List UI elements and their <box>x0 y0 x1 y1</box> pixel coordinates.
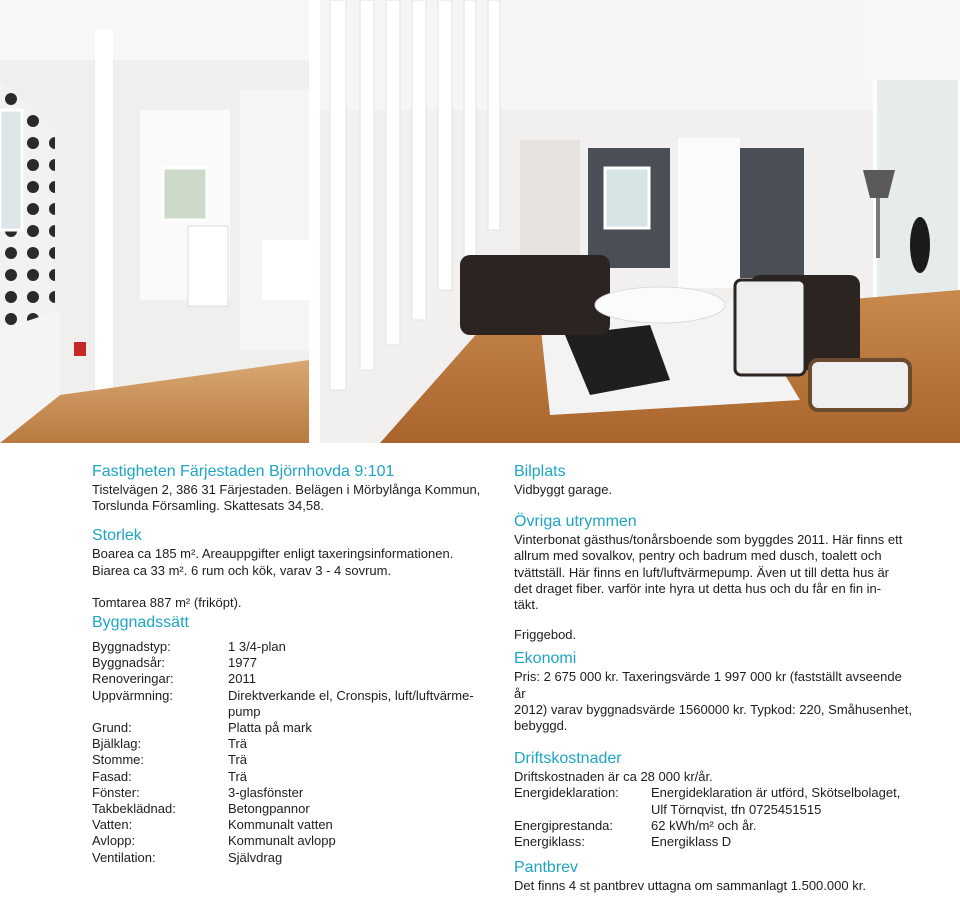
driftskostnader-intro: Driftskostnaden är ca 28 000 kr/år. <box>514 769 713 785</box>
address-line-1: Tistelvägen 2, 386 31 Färjestaden. Belägen i Mörbylånga Kommun, <box>92 482 481 497</box>
spec-row <box>92 833 492 849</box>
spec-value: 3-glasfönster <box>228 784 304 800</box>
spec-value: 1 3/4-plan <box>228 639 286 655</box>
spec-label: Avlopp: <box>92 833 136 849</box>
spec-label: Bjälklag: <box>92 736 142 752</box>
spec-row <box>92 850 492 866</box>
energy-row <box>514 818 914 834</box>
ovriga-line: allrum med sovalkov, pentry och badrum med dusch, toalett och <box>514 548 882 564</box>
left-column <box>92 462 492 866</box>
spec-value: Trä <box>228 752 248 768</box>
spec-label: Fönster: <box>92 784 140 800</box>
ovriga-line: tvättställ. Här finns en luft/luftvärmepump. Även ut till detta hus är <box>514 564 890 580</box>
hallway-photo <box>0 0 309 443</box>
address-line-2: Torslunda Församling. Skattesats 34,58. <box>92 498 324 514</box>
spec-value: Betongpannor <box>228 801 310 817</box>
spec-row <box>92 639 492 655</box>
storlek-line-2: Biarea ca 33 m². 6 rum och kök, varav 3 - 4 sovrum. <box>92 562 392 578</box>
spec-label: Uppvärmning: <box>92 687 173 703</box>
property-title: Fastigheten Färjestaden Björnhovda 9:101 <box>92 463 395 480</box>
spec-label: Byggnadsår: <box>92 655 165 671</box>
spec-label: Renoveringar: <box>92 671 174 687</box>
bilplats-heading: Bilplats <box>514 463 566 480</box>
spec-row <box>92 720 492 736</box>
spec-row <box>92 688 492 720</box>
spec-value: Kommunalt avlopp <box>228 833 336 849</box>
right-column <box>514 462 914 894</box>
energy-label: Energideklaration: <box>514 785 619 801</box>
spec-row <box>92 769 492 785</box>
ovriga-heading: Övriga utrymmen <box>514 513 637 531</box>
spec-row <box>92 817 492 833</box>
energy-row <box>514 785 914 817</box>
spec-row <box>92 752 492 768</box>
spec-label: Byggnadstyp: <box>92 639 171 655</box>
byggnadssatt-heading: Byggnadssätt <box>92 614 189 632</box>
living-room-photo <box>320 0 960 443</box>
pantbrev-heading: Pantbrev <box>514 859 579 877</box>
spec-label: Stomme: <box>92 752 145 768</box>
spec-value: 1977 <box>228 655 257 671</box>
ovriga-line: det draget fiber. varför inte hyra ut detta hus och du får en fin in- <box>514 580 882 596</box>
spec-row <box>92 785 492 801</box>
bilplats-text: Vidbyggt garage. <box>514 482 613 497</box>
spec-value: Trä <box>228 768 248 784</box>
friggebod: Friggebod. <box>514 627 577 643</box>
ekonomi-line: bebyggd. <box>514 718 568 734</box>
spec-value: Självdrag <box>228 849 283 865</box>
spec-value-line-1: Direktverkande el, Cronspis, luft/luftvärme- <box>228 687 474 703</box>
spec-label: Takbeklädnad: <box>92 801 176 817</box>
spec-row <box>92 801 492 817</box>
spec-label: Ventilation: <box>92 849 156 865</box>
ekonomi-line: Pris: 2 675 000 kr. Taxeringsvärde 1 997 000 kr (fastställt avseende år <box>514 669 902 701</box>
spec-row <box>92 655 492 671</box>
spec-value-line-2: pump <box>228 703 261 719</box>
ovriga-line: täkt. <box>514 597 539 613</box>
spec-value: Trä <box>228 736 248 752</box>
ekonomi-heading: Ekonomi <box>514 650 577 668</box>
spec-value: Kommunalt vatten <box>228 817 333 833</box>
storlek-line-1: Boarea ca 185 m². Areauppgifter enligt taxeringsinformationen. <box>92 546 454 562</box>
spec-value: 2011 <box>228 671 256 687</box>
spec-label: Vatten: <box>92 817 133 833</box>
energy-label: Energiprestanda: <box>514 817 614 833</box>
energy-value: 62 kWh/m² och år. <box>651 817 757 833</box>
spec-row <box>92 671 492 687</box>
spec-row <box>92 736 492 752</box>
ekonomi-line: 2012) varav byggnadsvärde 1560000 kr. Typkod: 220, Småhusenhet, <box>514 701 912 717</box>
spec-value: Platta på mark <box>228 720 312 736</box>
driftskostnader-heading: Driftskostnader <box>514 750 622 768</box>
energy-value <box>651 785 914 817</box>
energy-row <box>514 834 914 850</box>
storlek-heading: Storlek <box>92 527 142 545</box>
tomtarea: Tomtarea 887 m² (friköpt). <box>92 594 242 610</box>
spec-label: Grund: <box>92 720 132 736</box>
ovriga-line: Vinterbonat gästhus/tonårsboende som byggdes 2011. Här finns ett <box>514 532 903 548</box>
spec-value <box>228 688 492 720</box>
energy-label: Energiklass: <box>514 834 585 850</box>
pantbrev-text: Det finns 4 st pantbrev uttagna om sammanlagt 1.500.000 kr. <box>514 878 866 894</box>
spec-label: Fasad: <box>92 768 132 784</box>
energy-value-line-2: Ulf Törnqvist, tfn 0725451515 <box>651 801 822 817</box>
energy-value-line-1: Energideklaration är utförd, Skötselbolaget, <box>651 785 901 801</box>
energy-value: Energiklass D <box>651 834 732 850</box>
